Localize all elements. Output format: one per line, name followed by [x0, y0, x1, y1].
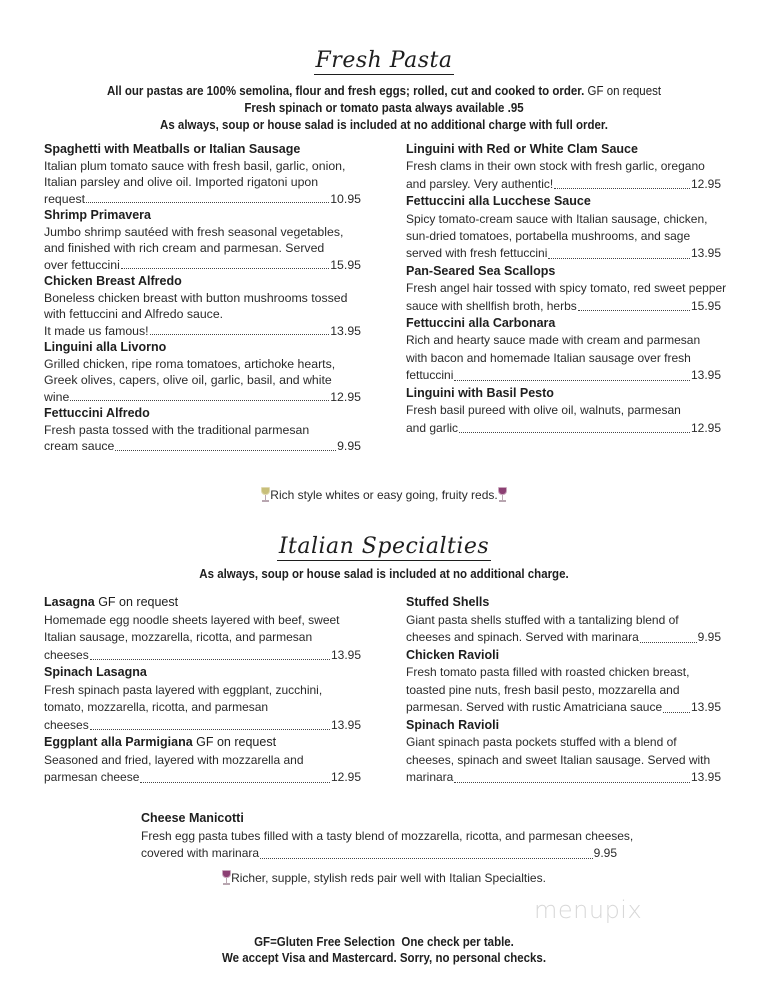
menu-item — [406, 315, 721, 385]
price-line — [406, 176, 721, 193]
dot-leader — [640, 642, 697, 643]
item-name: Chicken Breast Alfredo — [44, 274, 182, 288]
item-description: Greek olives, capers, olive oil, garlic, basil, and white — [44, 373, 332, 387]
fresh-pasta-title: Fresh Pasta — [315, 48, 453, 73]
item-description: served with fresh fettuccini — [406, 246, 548, 261]
price-line — [44, 647, 361, 665]
item-price: 9.95 — [697, 630, 721, 644]
gf-note: GF on request — [98, 595, 179, 609]
dot-leader — [459, 432, 690, 433]
dot-leader — [90, 659, 330, 660]
dot-leader — [554, 188, 690, 189]
item-description: parmesan cheese — [44, 770, 140, 784]
price-line — [406, 699, 721, 717]
item-description: toasted pine nuts, fresh basil pesto, mozzarella and — [406, 682, 680, 697]
price-line — [44, 717, 361, 735]
fresh-pasta-intro — [31, 83, 738, 134]
item-name: Spinach Ravioli — [406, 717, 500, 732]
item-name: Linguini with Basil Pesto — [406, 385, 554, 400]
item-name: Stuffed Shells — [406, 595, 490, 609]
item-name: Fettuccini Alfredo — [44, 406, 150, 420]
dot-leader — [260, 858, 593, 859]
price-line — [44, 191, 361, 208]
intro-line-3: As always, soup or house salad is included at no additional charge with full order. — [160, 118, 608, 132]
pairing-text: Richer, supple, stylish reds pair well with Italian Specialties. — [231, 871, 546, 885]
item-description: Italian sausage, mozzarella, ricotta, and parmesan — [44, 630, 313, 644]
specialties-right-column — [406, 594, 721, 787]
footer-line-1: GF=Gluten Free Selection One check per table. — [254, 935, 514, 949]
menu-item — [406, 385, 721, 437]
item-price: 13.95 — [690, 368, 721, 383]
italian-specialties-intro — [31, 566, 738, 583]
item-description: fettuccini — [406, 368, 454, 383]
item-description: marinara — [406, 770, 454, 784]
item-price: 13.95 — [690, 700, 721, 714]
item-name: Shrimp Primavera — [44, 208, 151, 222]
dot-leader — [70, 400, 329, 401]
item-name: Chicken Ravioli — [406, 647, 500, 662]
menu-item — [406, 717, 721, 787]
price-line — [44, 389, 361, 406]
footer-notes — [31, 934, 738, 966]
item-price: 12.95 — [690, 420, 721, 435]
white-wine-glass-icon — [261, 487, 270, 502]
item-price: 13.95 — [330, 717, 361, 732]
item-name: Linguini with Red or White Clam Sauce — [406, 142, 638, 156]
item-description: Giant spinach pasta pockets stuffed with a blend of — [406, 735, 677, 749]
item-description: parmesan. Served with rustic Amatriciana sauce — [406, 700, 663, 714]
footer-line-2: We accept Visa and Mastercard. Sorry, no personal checks. — [221, 951, 547, 965]
red-wine-glass-icon — [498, 487, 507, 502]
item-description: Fresh basil pureed with olive oil, walnuts, parmesan — [406, 403, 681, 418]
item-description: and parsley. Very authentic! — [406, 176, 554, 191]
fresh-pasta-right-column — [406, 141, 727, 437]
dot-leader — [454, 380, 690, 381]
dot-leader — [140, 782, 330, 783]
item-description: Fresh angel hair tossed with spicy tomato, red sweet pepper — [406, 281, 727, 296]
menu-item — [406, 594, 721, 647]
item-price: 13.95 — [690, 246, 721, 261]
item-price: 12.95 — [330, 770, 361, 784]
red-wine-glass-icon — [222, 870, 231, 885]
menu-item — [44, 273, 361, 339]
menu-item — [406, 141, 721, 193]
item-description: Spicy tomato-cream sauce with Italian sausage, chicken, — [406, 211, 708, 226]
dot-leader — [548, 258, 690, 259]
menu-item — [44, 405, 361, 455]
dot-leader — [86, 202, 329, 203]
dot-leader — [663, 712, 690, 713]
price-line — [44, 769, 361, 787]
item-description: wine — [44, 389, 70, 404]
fresh-pasta-left-column — [44, 141, 361, 455]
bottom-menu-item — [141, 810, 634, 863]
item-description: tomato, mozzarella, ricotta, and parmesan — [44, 700, 269, 714]
item-description: Fresh tomato pasta filled with roasted chicken breast, — [406, 665, 690, 679]
menu-item — [406, 647, 721, 717]
item-description: over fettuccini — [44, 257, 120, 272]
item-description: cheeses — [44, 647, 89, 662]
menu-item — [141, 810, 634, 863]
price-line — [406, 420, 721, 437]
item-description: Seasoned and fried, layered with mozzarella and — [44, 752, 304, 767]
price-line — [406, 245, 721, 262]
item-description: sauce with shellfish broth, herbs — [406, 298, 577, 313]
item-description: and finished with rich cream and parmesan. Served — [44, 241, 325, 255]
pairing-text: Rich style whites or easy going, fruity reds. — [270, 488, 498, 502]
menu-item — [44, 141, 361, 207]
item-name: Fettuccini alla Lucchese Sauce — [406, 194, 591, 209]
item-description: Homemade egg noodle sheets layered with beef, sweet — [44, 612, 340, 627]
item-description: Italian plum tomato sauce with fresh basil, garlic, onion, — [44, 158, 346, 173]
item-description: with bacon and homemade Italian sausage over fresh — [406, 350, 691, 365]
intro-line-1: All our pastas are 100% semolina, flour and fresh eggs; rolled, cut and cooked to order. — [106, 84, 585, 98]
item-name: Linguini alla Livorno — [44, 340, 167, 354]
specialties-left-column — [44, 594, 361, 787]
item-description: and garlic — [406, 420, 459, 435]
intro-line-2: Fresh spinach or tomato pasta always available .95 — [244, 101, 524, 115]
item-description: It made us famous! — [44, 323, 149, 338]
item-price: 10.95 — [330, 191, 361, 206]
item-name: Lasagna GF on request — [44, 595, 179, 609]
item-description: request — [44, 191, 86, 206]
item-price: 15.95 — [330, 257, 361, 272]
dot-leader — [90, 729, 330, 730]
italian-specialties-title: Italian Specialties — [278, 534, 490, 559]
item-price: 12.95 — [690, 176, 721, 191]
item-price: 9.95 — [593, 846, 617, 860]
watermark: menupix — [534, 896, 643, 924]
item-description: cheeses, spinach and sweet Italian sausage. Served with — [406, 752, 711, 767]
item-description: Fresh pasta tossed with the traditional parmesan — [44, 422, 310, 437]
dot-leader — [150, 334, 330, 335]
item-description: with fettuccini and Alfredo sauce. — [44, 307, 224, 321]
dot-leader — [121, 268, 329, 269]
item-price: 13.95 — [690, 770, 721, 784]
menu-item — [44, 664, 361, 734]
menu-item — [44, 734, 361, 787]
item-description: Boneless chicken breast with button mushrooms tossed — [44, 290, 348, 305]
item-name: Spaghetti with Meatballs or Italian Sausage — [44, 142, 301, 156]
wine-pairing-note — [0, 487, 768, 502]
gf-note: GF on request — [196, 735, 277, 749]
item-name: Fettuccini alla Carbonara — [406, 316, 556, 331]
dot-leader — [115, 450, 336, 451]
intro-line: As always, soup or house salad is included at no additional charge. — [199, 567, 569, 581]
dot-leader — [578, 310, 690, 311]
item-price: 9.95 — [337, 439, 361, 453]
price-line — [406, 629, 721, 647]
gf-note: GF on request — [587, 84, 662, 98]
price-line — [141, 845, 617, 863]
menu-item — [406, 263, 727, 315]
item-description: cheeses and spinach. Served with marinara — [406, 630, 639, 644]
item-name: Eggplant alla Parmigiana GF on request — [44, 735, 277, 749]
menu-item — [44, 207, 361, 273]
item-price: 15.95 — [690, 298, 721, 313]
item-price: 12.95 — [330, 389, 361, 404]
menu-item — [44, 339, 361, 405]
item-price: 13.95 — [330, 647, 361, 662]
item-description: Giant pasta shells stuffed with a tantalizing blend of — [406, 612, 679, 627]
dot-leader — [454, 782, 690, 783]
menu-item — [406, 193, 721, 263]
price-line — [44, 323, 361, 340]
item-description: cheeses — [44, 717, 89, 732]
item-description: Italian parsley and olive oil. Imported rigatoni upon — [44, 175, 319, 189]
item-name: Cheese Manicotti — [141, 811, 244, 825]
item-description: Fresh egg pasta tubes filled with a tasty blend of mozzarella, ricotta, and parmesan cheeses, — [141, 828, 634, 843]
item-name: Pan-Seared Sea Scallops — [406, 263, 556, 278]
price-line — [406, 769, 721, 787]
price-line — [44, 438, 361, 455]
item-description: Rich and hearty sauce made with cream and parmesan — [406, 333, 701, 348]
item-description: Grilled chicken, ripe roma tomatoes, artichoke hearts, — [44, 356, 336, 371]
item-price: 13.95 — [330, 323, 361, 338]
item-description: covered with marinara — [141, 846, 260, 860]
price-line — [406, 367, 721, 384]
item-description: sun-dried tomatoes, portabella mushrooms, and sage — [406, 229, 691, 244]
item-description: Jumbo shrimp sautéed with fresh seasonal vegetables, — [44, 224, 344, 239]
menu-item — [44, 594, 361, 664]
item-description: cream sauce — [44, 439, 115, 453]
item-name: Spinach Lasagna — [44, 665, 147, 679]
item-description: Fresh spinach pasta layered with eggplant, zucchini, — [44, 682, 323, 697]
price-line — [44, 257, 361, 274]
item-description: Fresh clams in their own stock with fresh garlic, oregano — [406, 159, 705, 174]
wine-pairing-note — [0, 870, 768, 885]
price-line — [406, 298, 721, 315]
